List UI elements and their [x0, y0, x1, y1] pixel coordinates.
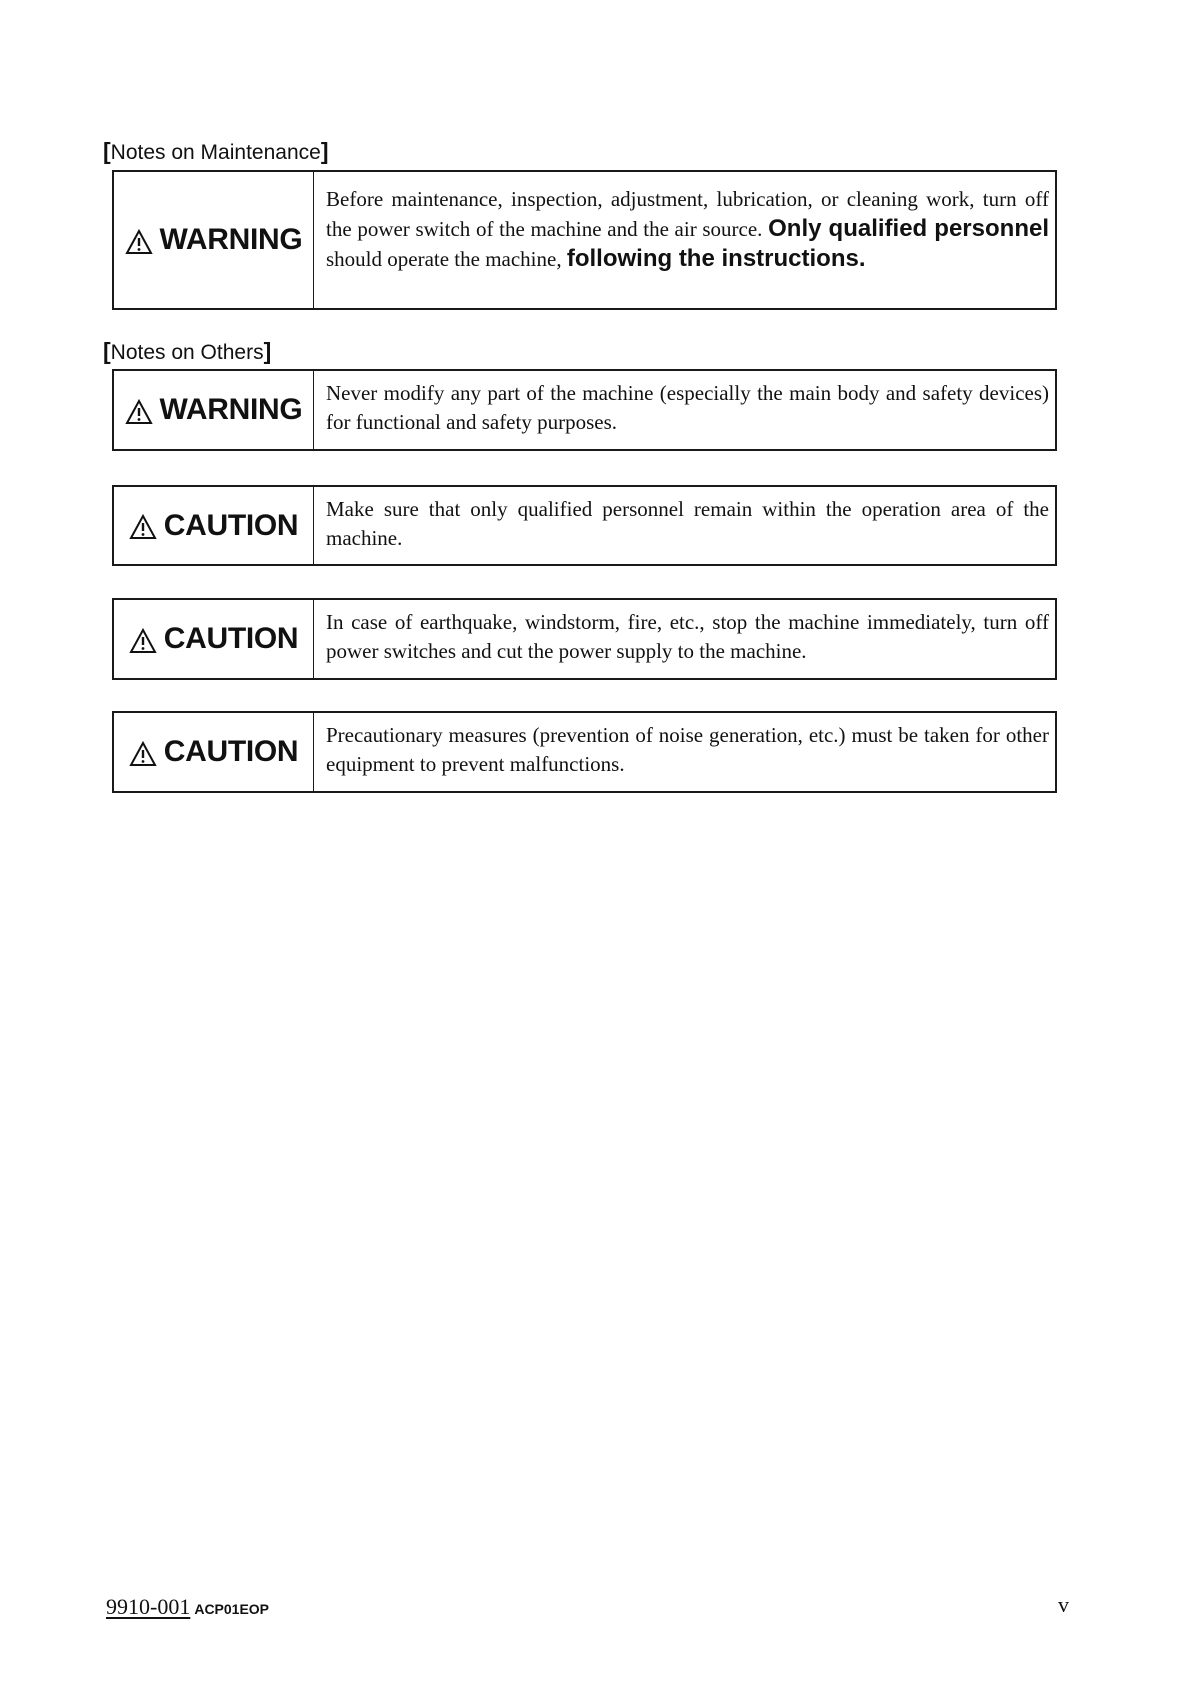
notice-label-cell — [114, 371, 314, 449]
notice-box-warning — [112, 369, 1057, 451]
warning-triangle-icon — [125, 399, 153, 425]
bracket-close: ] — [320, 138, 329, 164]
doc-code: ACP01EOP — [194, 1601, 270, 1617]
notice-text: In case of earthquake, windstorm, fire, etc., stop the machine immediately, turn off power switches and cut the power supply to the machine. — [326, 610, 1049, 663]
notice-label: CAUTION — [163, 735, 299, 768]
warning-triangle-icon — [129, 628, 157, 654]
notice-box-caution-personnel — [112, 485, 1057, 566]
notice-label-cell — [114, 487, 314, 564]
doc-number: 9910-001 — [106, 1594, 191, 1619]
footer-doc-id — [106, 1594, 269, 1620]
notice-label: CAUTION — [163, 622, 299, 655]
notice-box-maintenance-warning — [112, 170, 1057, 310]
notice-label: WARNING — [159, 223, 303, 256]
notice-label: WARNING — [159, 393, 303, 426]
section-heading-maintenance — [103, 138, 328, 166]
notice-text — [314, 172, 1055, 308]
notice-text: Make sure that only qualified personnel remain within the operation area of the machine. — [326, 497, 1049, 550]
section-title: Notes on Maintenance — [110, 141, 321, 164]
notice-label-cell — [114, 172, 314, 308]
notice-text-emphasis: Only qualified personnel — [768, 215, 1049, 242]
notice-box-caution-earthquake — [112, 598, 1057, 680]
notice-text-intro: Before maintenance, inspection, adjustment, lubrication, or cleaning work, turn off the power switch of the machine and the air source. — [326, 187, 1049, 241]
warning-triangle-icon — [129, 741, 157, 767]
notice-text: Never modify any part of the machine (especially the main body and safety devices) for functional and safety purposes. — [326, 381, 1049, 434]
notice-text: Precautionary measures (prevention of noise generation, etc.) must be taken for other equipment to prevent malfunctions. — [326, 723, 1049, 776]
section-heading-others — [103, 338, 271, 366]
notice-label-cell — [114, 713, 314, 791]
warning-triangle-icon — [125, 229, 153, 255]
notice-text-middle: should operate the machine, — [326, 247, 562, 271]
notice-label-cell — [114, 600, 314, 678]
section-title: Notes on Others — [110, 341, 264, 364]
warning-triangle-icon — [129, 514, 157, 540]
notice-text-emphasis: following the instructions. — [566, 245, 866, 272]
bracket-open: [ — [103, 138, 111, 164]
page-number: v — [1058, 1592, 1069, 1617]
notice-box-caution-noise — [112, 711, 1057, 793]
bracket-close: ] — [263, 338, 272, 364]
bracket-open: [ — [103, 338, 111, 364]
notice-label: CAUTION — [163, 508, 299, 542]
